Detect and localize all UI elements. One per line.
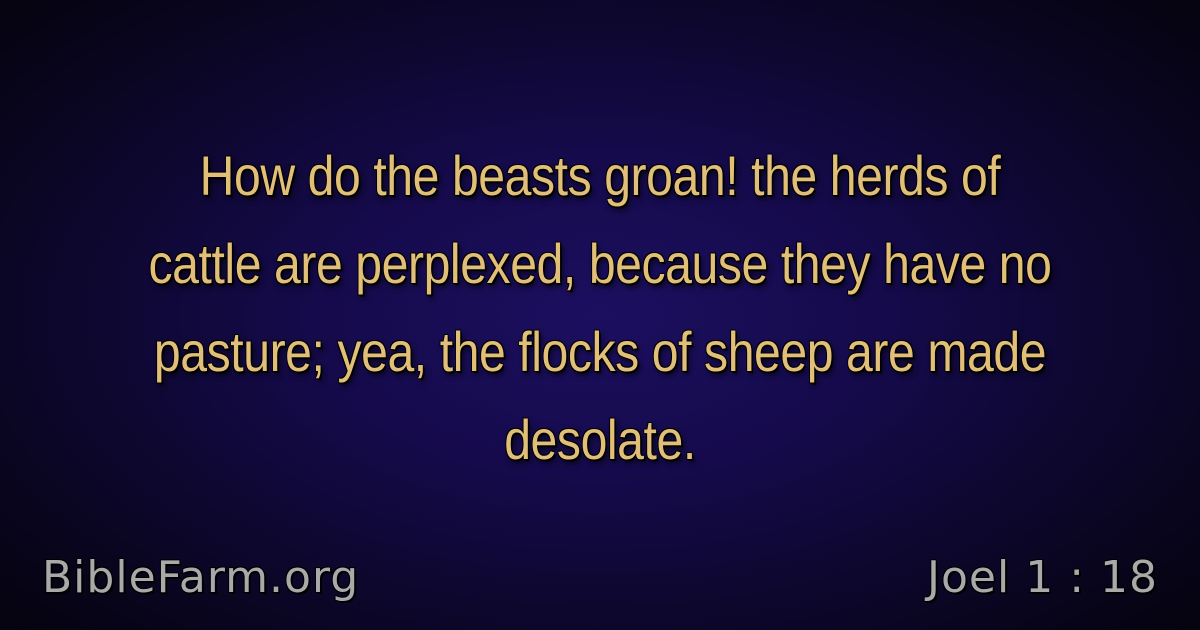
verse-line: cattle are perplexed, because they have no [148, 232, 1052, 295]
verse-line: pasture; yea, the flocks of sheep are made [153, 320, 1047, 383]
verse-text [118, 132, 1081, 484]
site-name: BibleFarm.org [42, 552, 360, 603]
verse-reference: Joel 1 : 18 [927, 552, 1158, 603]
verse-line: desolate. [504, 408, 696, 471]
verse-line: How do the beasts groan! the herds of [199, 144, 1001, 207]
